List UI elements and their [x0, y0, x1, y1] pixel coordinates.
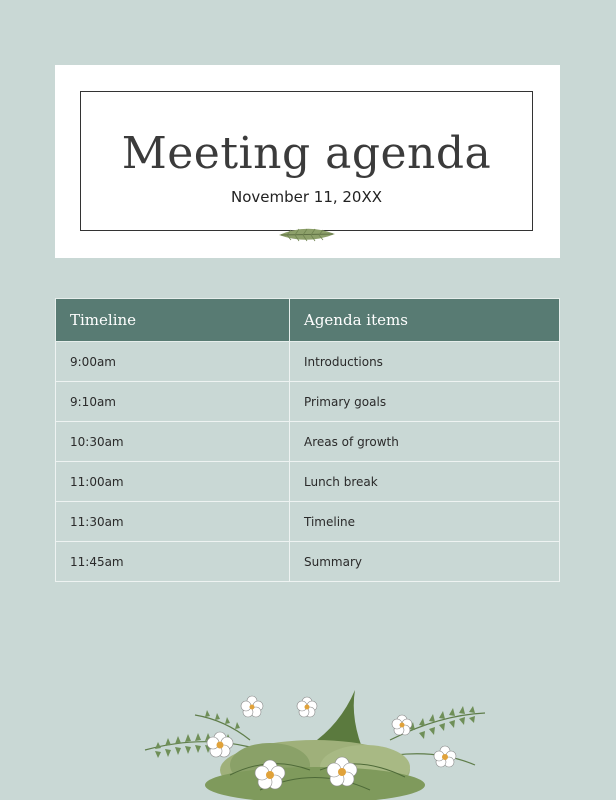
time-cell: 9:10am: [56, 382, 290, 422]
table-row: [56, 422, 560, 462]
item-cell: Introductions: [290, 342, 560, 382]
table-row: [56, 462, 560, 502]
table-header-row: [56, 299, 560, 342]
title-frame: [80, 91, 533, 231]
time-cell: 11:30am: [56, 502, 290, 542]
item-cell: Summary: [290, 542, 560, 582]
column-header-agenda-items: Agenda items: [290, 299, 560, 342]
meeting-date: November 11, 20XX: [230, 188, 383, 206]
item-cell: Lunch break: [290, 462, 560, 502]
title-card: [55, 65, 560, 258]
leaf-ornament-icon: [277, 225, 337, 245]
table-row: [56, 382, 560, 422]
item-cell: Timeline: [290, 502, 560, 542]
time-cell: 11:00am: [56, 462, 290, 502]
time-cell: 9:00am: [56, 342, 290, 382]
page-title: Meeting agenda: [121, 128, 492, 179]
table-row: [56, 542, 560, 582]
column-header-timeline: Timeline: [56, 299, 290, 342]
time-cell: 10:30am: [56, 422, 290, 462]
table-row: [56, 502, 560, 542]
flower-bouquet-icon: [140, 685, 490, 800]
item-cell: Primary goals: [290, 382, 560, 422]
item-cell: Areas of growth: [290, 422, 560, 462]
agenda-table: [55, 298, 560, 582]
table-row: [56, 342, 560, 382]
time-cell: 11:45am: [56, 542, 290, 582]
